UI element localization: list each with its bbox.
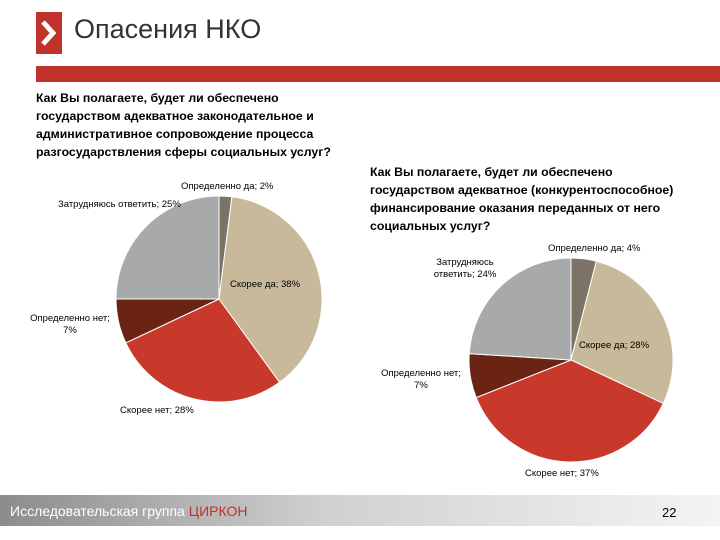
chart-1-label-zatrudnyayus: Затрудняюсь ответить; 25% <box>58 199 181 210</box>
chart-2-label-skoree-net: Скорее нет; 37% <box>525 468 599 479</box>
chart-1-label-opredelenno-da: Определенно да; 2% <box>181 181 274 192</box>
pie-chart-2 <box>469 258 673 462</box>
chart-1-label-opredelenno-net: Определенно нет; 7% <box>30 313 110 336</box>
chart-2-label-zatrudnyayus: Затрудняюсь ответить; 24% <box>433 257 497 280</box>
page-title: Опасения НКО <box>74 14 262 44</box>
chart-1-label-skoree-da: Скорее да; 38% <box>230 279 301 290</box>
footer-brand-accent: ЦИРКОН <box>188 503 248 519</box>
chart-2-title: Как Вы полагаете, будет ли обеспечено государством адекватное (конкурентоспособное) финансирование оказания переданных от него социальных услуг? <box>370 165 674 233</box>
chart-2-label-skoree-da: Скорее да; 28% <box>579 340 650 351</box>
chart-1-slice-4 <box>116 196 219 299</box>
header-divider <box>36 66 720 82</box>
chart-2-label-opredelenno-da: Определенно да; 4% <box>548 243 641 254</box>
chart-1-title: Как Вы полагаете, будет ли обеспечено государством адекватное законодательное и административное сопровождение процесса разгосударствления сферы социальных услуг? <box>36 91 331 159</box>
logo-chevron-icon <box>36 12 62 54</box>
chart-1-label-skoree-net: Скорее нет; 28% <box>120 405 194 416</box>
pie-chart-1 <box>116 196 322 402</box>
footer-brand: Исследовательская группа ЦИРКОН <box>10 503 248 519</box>
chart-2-label-opredelenno-net: Определенно нет; 7% <box>381 368 461 391</box>
page-number: 22 <box>662 505 677 520</box>
